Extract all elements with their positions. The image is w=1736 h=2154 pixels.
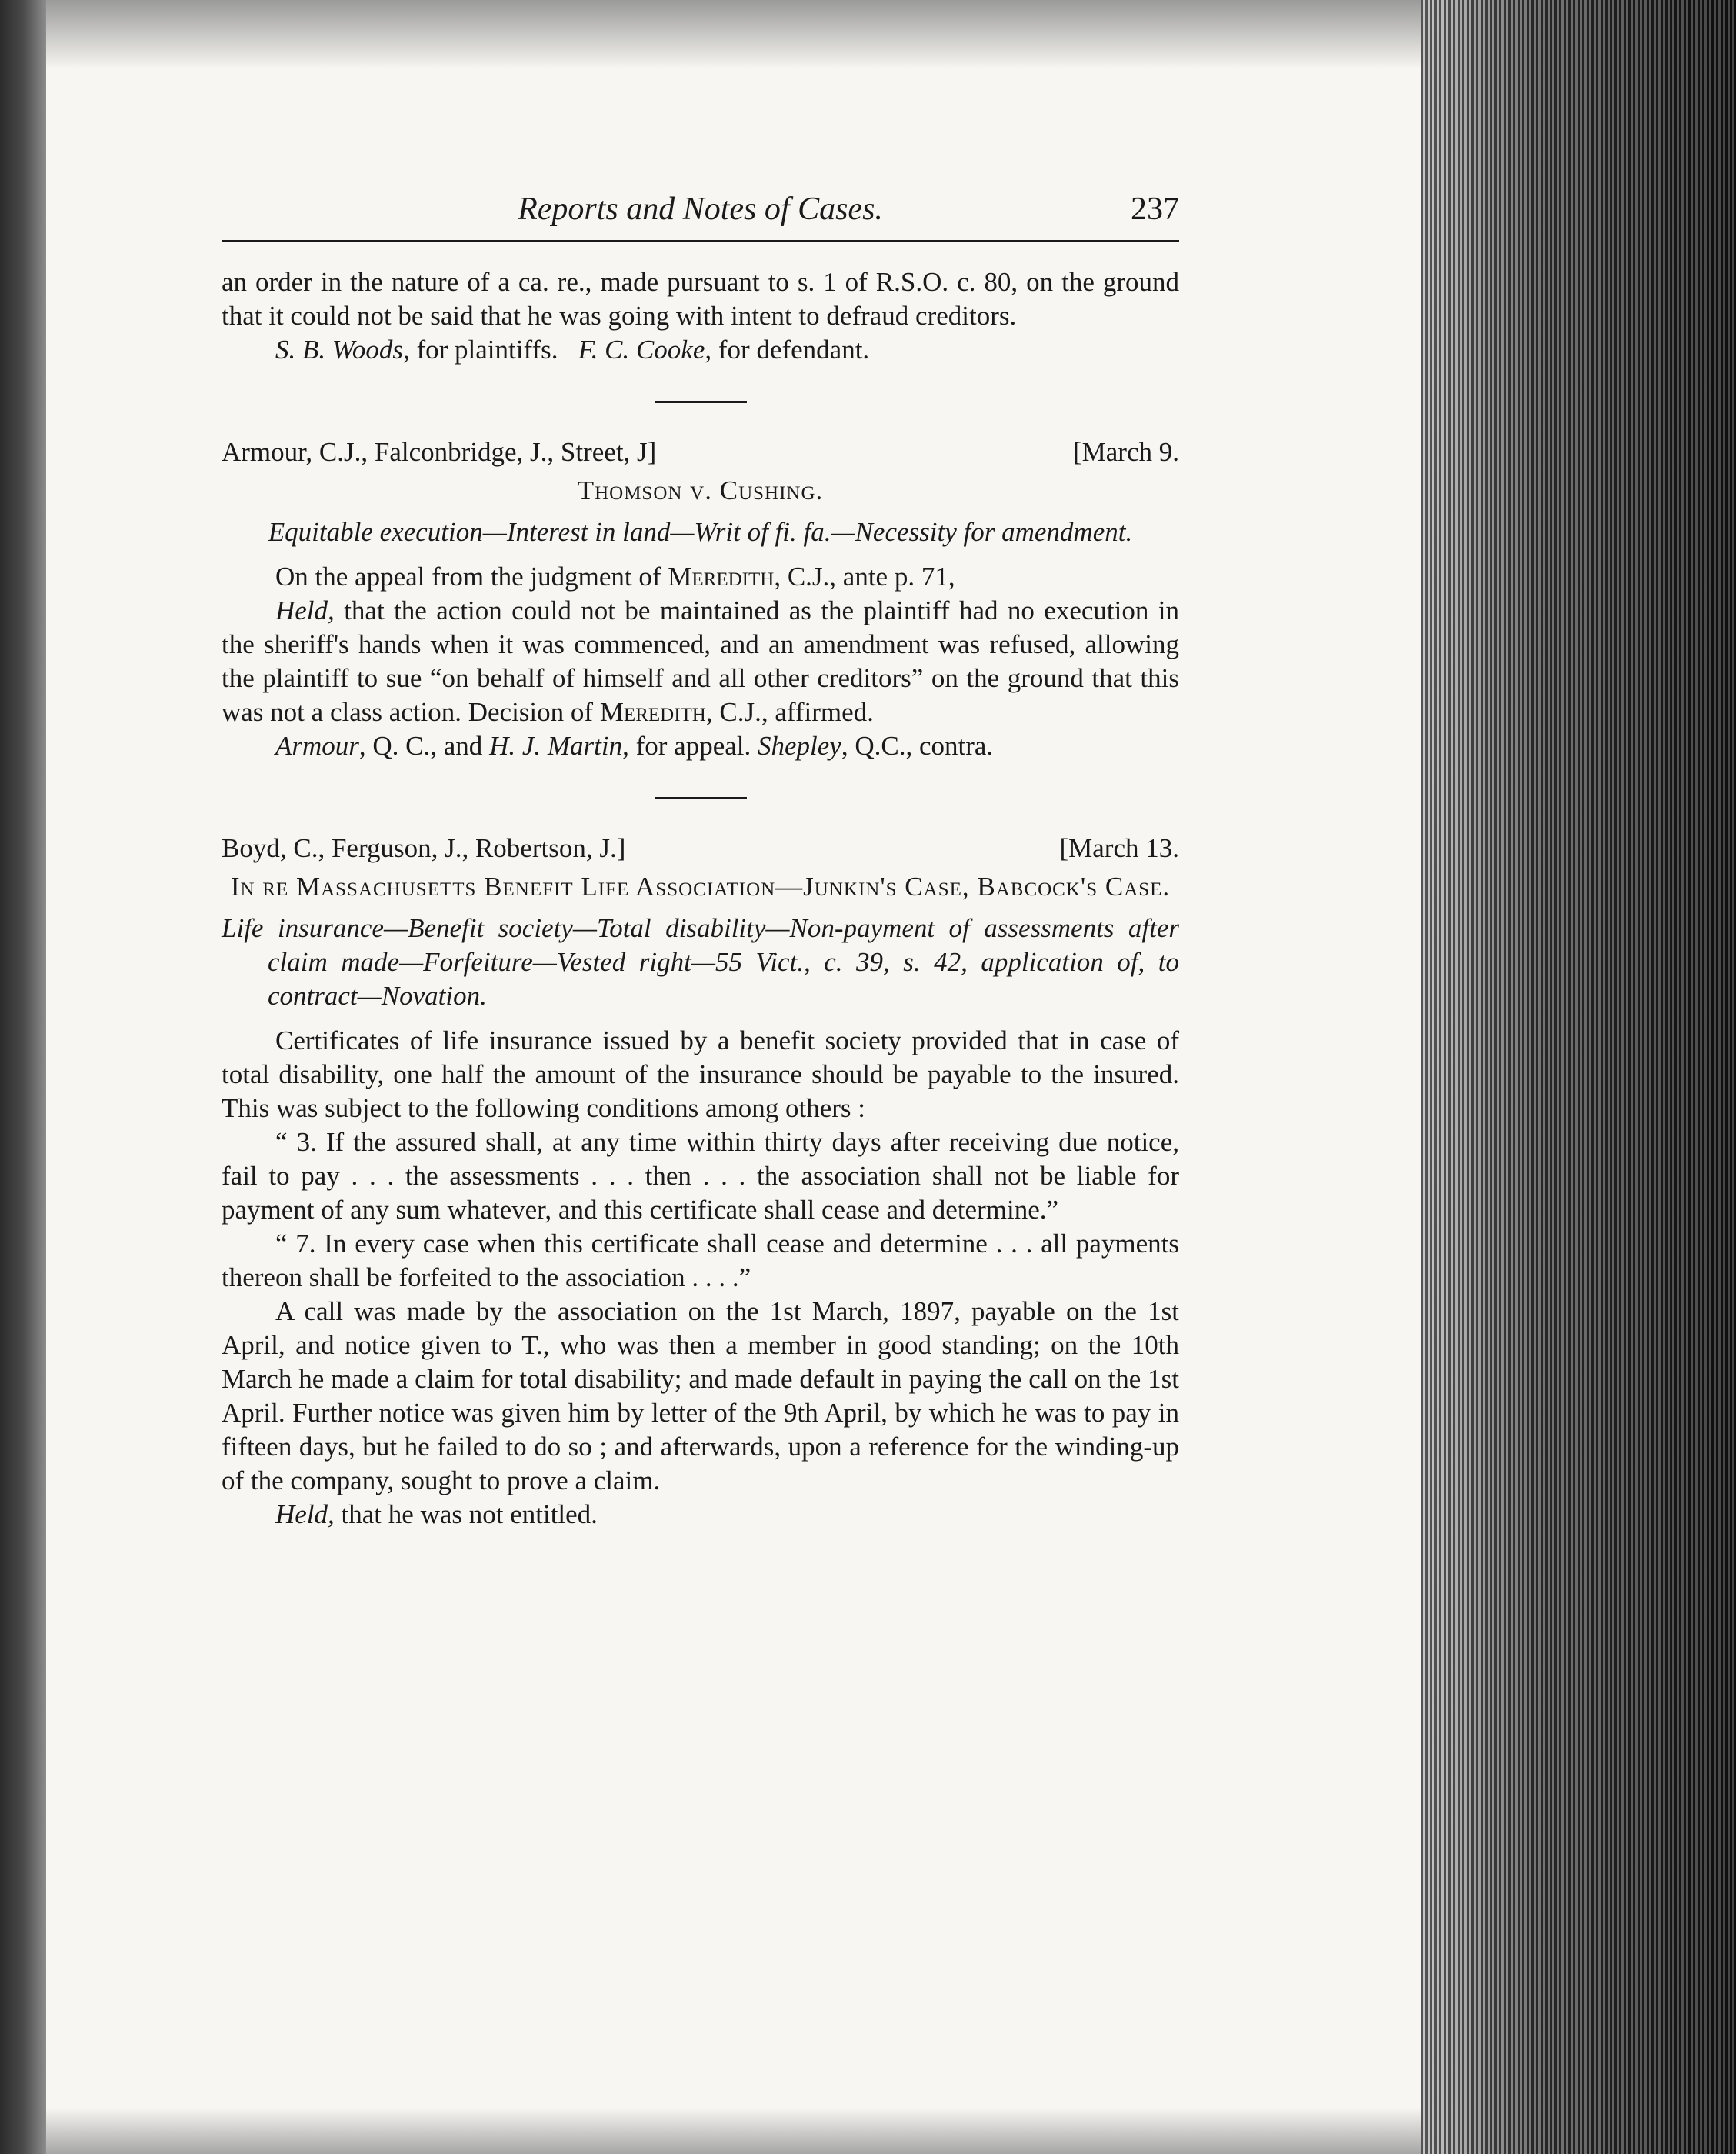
case2-holding [222, 1498, 1179, 1532]
case1-bench-line [222, 435, 1179, 469]
running-header [222, 192, 1179, 242]
case1-counsel [222, 729, 1179, 763]
counsel-role: for defendant. [711, 335, 870, 365]
case2-bench-line [222, 832, 1179, 865]
counsel-name: S. B. Woods, [275, 335, 410, 365]
case1-judges: Armour, C.J., Falconbridge, J., Street, J] [222, 437, 657, 467]
page-number: 237 [1131, 192, 1179, 227]
judge-name: Meredith [668, 562, 775, 592]
case1-para-prefix: On the appeal from the judgment of [275, 562, 668, 592]
scan-left-edge [0, 0, 46, 2154]
case2-facts: A call was made by the association on the 1st March, 1897, payable on the 1st April, and notice given to T., who was then a member in good standing; on the 10th March he made a claim for total disability; and made default in paying the call on the 1st April. Further notice was given him by letter of the 9th April, by which he was to pay in fifteen days, but he failed to do so ; and afterwards, upon a reference for the winding-up of the company, sought to prove a claim. [222, 1296, 1179, 1495]
case2-paragraph: Certificates of life insurance issued by a benefit society provided that in case of total disability, one half the amount of the insurance should be payable to the insured. This was subject to the following conditions among others : [222, 1025, 1179, 1123]
section-divider [655, 797, 747, 799]
held-label: Held, [275, 1499, 335, 1529]
judge-name: Meredith [599, 697, 706, 727]
case2-condition-7: “ 7. In every case when this certificate shall cease and determine . . . all payments thereon shall be forfeited to the association . . . .” [222, 1229, 1179, 1292]
carryover-paragraph: an order in the nature of a ca. re., made pursuant to s. 1 of R.S.O. c. 80, on the ground that it could not be said that he was going with intent to defraud creditors. [222, 267, 1179, 331]
scan-bottom-shadow [46, 2108, 1421, 2154]
case1-date: [March 9. [1072, 437, 1179, 467]
case1-title: Thomson v. Cushing. [577, 475, 824, 505]
counsel-role: , Q. C., and [358, 731, 490, 761]
counsel-name: F. C. Cooke, [578, 335, 712, 365]
scan-top-shadow [46, 0, 1421, 69]
case2-title: In re Massachusetts Benefit Life Association—Junkin's Case, Babcock's Case. [230, 872, 1171, 902]
counsel-role: , Q.C., contra. [841, 731, 994, 761]
carryover-counsel [222, 333, 1179, 367]
running-title: Reports and Notes of Cases. [518, 192, 883, 227]
held-label: Held, [275, 595, 335, 625]
counsel-role: for plaintiffs. [409, 335, 558, 365]
case2-judges: Boyd, C., Ferguson, J., Robertson, J.] [222, 833, 626, 863]
counsel-name: Armour [275, 731, 359, 761]
case1-para-suffix: , C.J., ante p. 71, [774, 562, 955, 592]
counsel-name: Shepley [758, 731, 841, 761]
held-suffix: , C.J., affirmed. [705, 697, 874, 727]
case1-paragraph [222, 560, 1179, 594]
counsel-role: , for appeal. [622, 731, 758, 761]
case2-condition-3: “ 3. If the assured shall, at any time within thirty days after receiving due notice, fail to pay . . . the assessments . . . then . . . the association shall not be liable for payment of any sum whatever, and this certificate shall cease and determine.” [222, 1127, 1179, 1225]
case1-holding [222, 594, 1179, 729]
scan-right-edge [1421, 0, 1736, 2154]
held-text: that he was not entitled. [334, 1499, 598, 1529]
counsel-name: H. J. Martin [489, 731, 623, 761]
held-text: that the action could not be maintained as the plaintiff had no execution in the sheriff's hands when it was commenced, and an amendment was refused, allowing the plaintiff to sue “on behalf of himself and all other creditors” on the ground that this was not a class action. Decision of [222, 595, 1179, 727]
case1-headnote: Equitable execution—Interest in land—Writ of fi. fa.—Necessity for amendment. [268, 517, 1133, 547]
case2-headnote: Life insurance—Benefit society—Total disability—Non-payment of assessments after claim made—Forfeiture—Vested right—55 Vict., c. 39, s. 42, application of, to contract—Novation. [222, 913, 1179, 1011]
case2-date: [March 13. [1059, 833, 1179, 863]
section-divider [655, 401, 747, 403]
page-body [222, 192, 1179, 1532]
